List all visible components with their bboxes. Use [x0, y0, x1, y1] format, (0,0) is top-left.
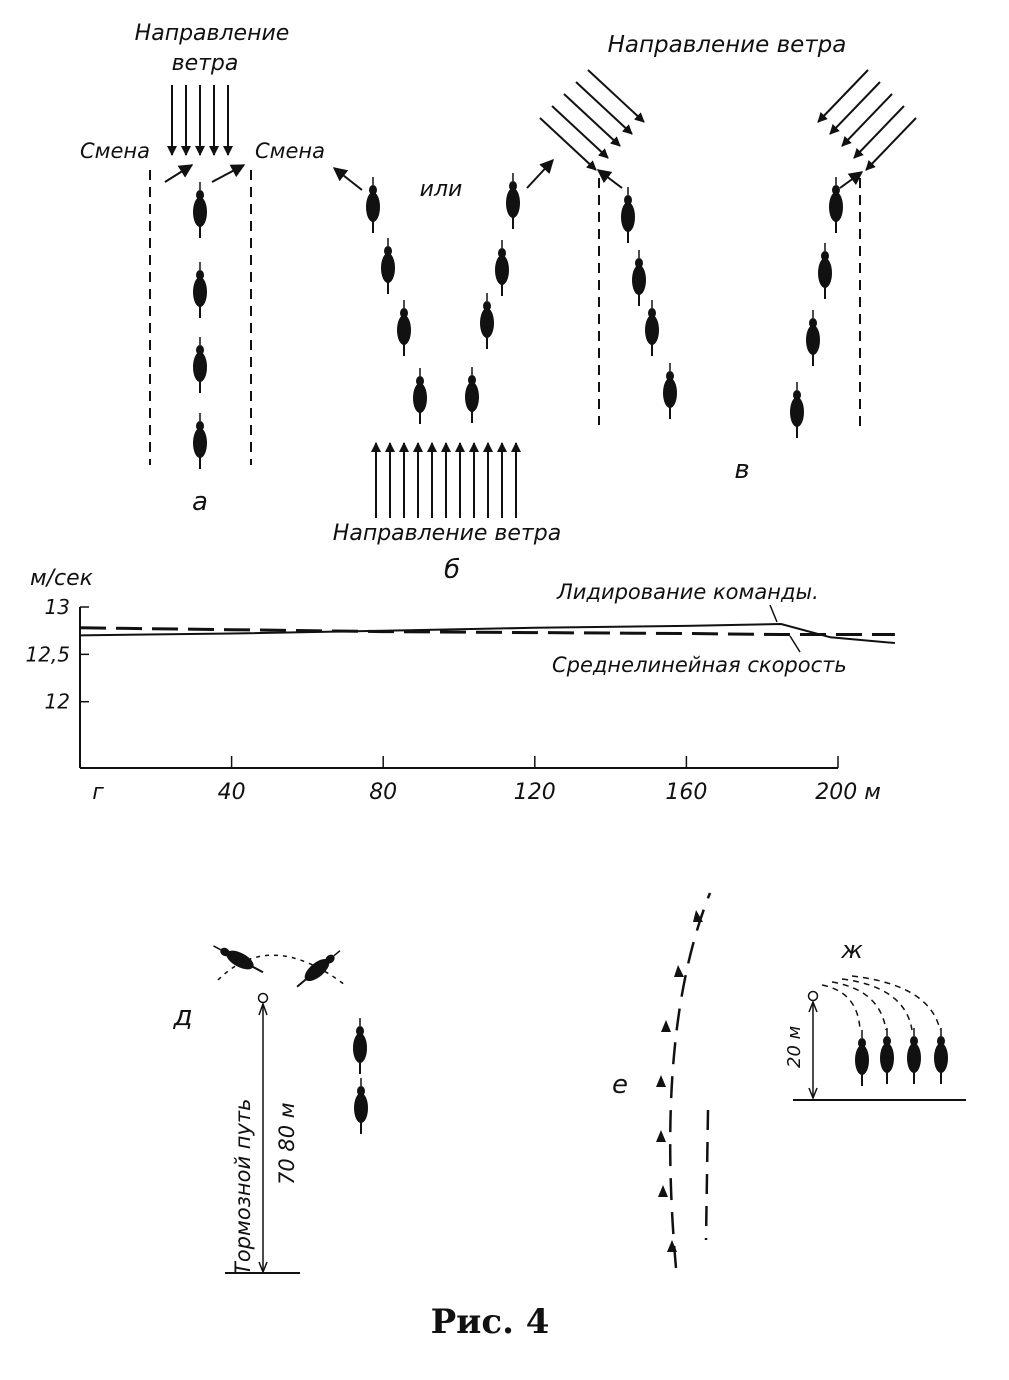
- cyclist-icon: [907, 1028, 921, 1084]
- chart-y-unit: м/сек: [30, 566, 93, 591]
- panel-e-parallel-track: [706, 1110, 708, 1240]
- cyclist-icon: [193, 182, 207, 238]
- panel-b: [333, 160, 561, 585]
- panel-v-wind-arrows-left: [540, 70, 644, 170]
- cyclist-icon: [645, 300, 659, 356]
- chart-legend-avg: Среднелинейная скорость: [552, 653, 847, 677]
- figure-caption: Рис. 4: [430, 1302, 550, 1342]
- panel-b-letter: б: [443, 555, 461, 585]
- panel-g-speed-chart: [25, 566, 894, 805]
- panel-zh: [784, 936, 966, 1100]
- panel-v-right-shift-arrow: [840, 172, 862, 188]
- panel-e-letter: е: [612, 1070, 628, 1100]
- cyclist-icon: [381, 238, 395, 294]
- chart-legend-lead-leader: [770, 605, 777, 622]
- cyclist-icon: [621, 187, 635, 243]
- x-tick-label: 200 м: [815, 780, 881, 805]
- panel-e-track: [670, 893, 710, 1268]
- cyclist-icon: [855, 1030, 869, 1086]
- panel-e: [612, 893, 710, 1268]
- cyclist-icon: [790, 382, 804, 438]
- panel-a-left-label: Смена: [80, 139, 151, 163]
- chart-series: [80, 624, 895, 643]
- cyclist-icon: [806, 310, 820, 366]
- y-tick-label: 13: [44, 595, 70, 619]
- cyclist-icon: [880, 1028, 894, 1084]
- panel-b-right-shift-arrow: [527, 160, 553, 188]
- cyclist-icon: [495, 240, 509, 296]
- panel-b-left-shift-arrow: [334, 168, 362, 190]
- y-tick-label: 12,5: [25, 642, 70, 667]
- cyclist-icon: [413, 368, 427, 424]
- panel-a-right-label: Смена: [255, 139, 326, 163]
- panel-a-letter: а: [192, 487, 208, 517]
- panel-zh-letter: ж: [841, 936, 863, 964]
- panel-a-wind-label-2: ветра: [171, 51, 239, 76]
- panel-a-left-shift-arrow: [165, 165, 192, 182]
- panel-v-wind-label: Направление ветра: [607, 32, 847, 58]
- cyclist-icon: [506, 173, 520, 229]
- cyclist-icon: [354, 1078, 368, 1134]
- panel-e-direction-arrows: [656, 910, 703, 1252]
- panel-d-stop-point: [259, 994, 268, 1003]
- cyclist-icon: [210, 940, 266, 979]
- panel-d: [172, 940, 368, 1275]
- panel-zh-stop-point: [809, 992, 818, 1001]
- cyclist-icon: [632, 250, 646, 306]
- cyclist-icon: [366, 177, 380, 233]
- panel-d-braking-label: Тормозной путь: [231, 1098, 255, 1275]
- panel-a-right-shift-arrow: [212, 165, 244, 182]
- panel-zh-height-label: 20 м: [784, 1025, 805, 1068]
- panel-b-or-label: или: [419, 177, 463, 202]
- panel-a: [80, 21, 325, 517]
- panel-a-wind-arrows: [172, 85, 228, 155]
- cyclist-icon: [193, 337, 207, 393]
- cyclist-icon: [397, 300, 411, 356]
- panel-d-braking-value: 70 80 м: [275, 1102, 299, 1185]
- cyclist-icon: [818, 243, 832, 299]
- panel-d-letter: д: [173, 999, 193, 1032]
- panel-v-left-shift-arrow: [598, 170, 622, 188]
- cyclist-icon: [193, 413, 207, 469]
- cyclist-icon: [465, 367, 479, 423]
- y-tick-label: 12: [44, 689, 70, 714]
- cyclist-icon: [663, 363, 677, 419]
- x-tick-label: 160: [665, 780, 708, 805]
- cyclist-icon: [480, 293, 494, 349]
- chart-ticks: [25, 595, 880, 805]
- panel-a-wind-label-1: Направление: [134, 21, 290, 46]
- panel-g-letter: г: [92, 780, 104, 805]
- panel-v-letter: в: [734, 455, 750, 485]
- cyclist-icon: [934, 1028, 948, 1084]
- panel-b-wind-arrows: [376, 443, 516, 518]
- x-tick-label: 120: [513, 780, 556, 805]
- x-tick-label: 80: [369, 780, 398, 805]
- panel-v-wind-arrows-right: [818, 70, 916, 170]
- chart-legend-lead: Лидирование команды.: [557, 580, 819, 604]
- panel-b-wind-label: Направление ветра: [332, 521, 562, 546]
- panel-v: [540, 32, 916, 485]
- cyclist-icon: [353, 1018, 367, 1074]
- cyclist-icon: [829, 177, 843, 233]
- x-tick-label: 40: [217, 780, 246, 805]
- cyclist-icon: [193, 262, 207, 318]
- panel-zh-turn-paths: [822, 976, 940, 1030]
- chart-legend-avg-leader: [790, 636, 800, 652]
